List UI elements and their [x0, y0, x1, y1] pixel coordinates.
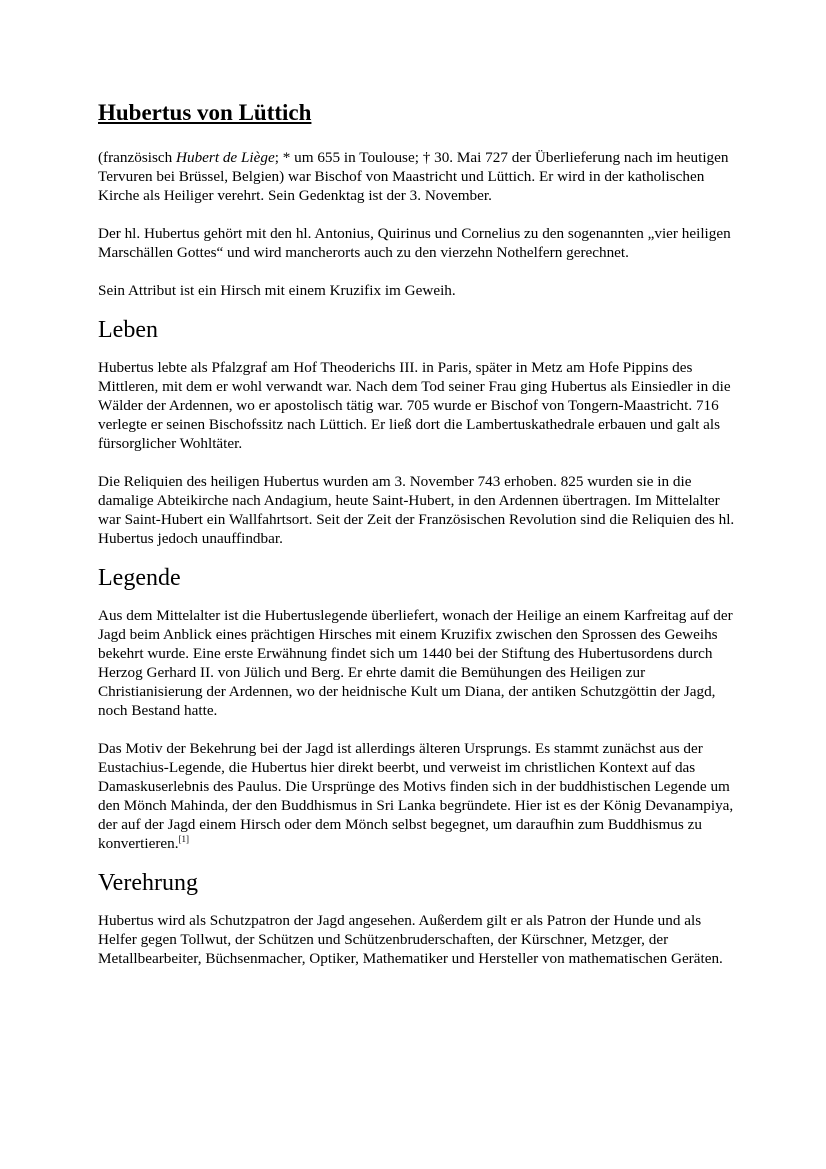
section-heading-verehrung: Verehrung — [98, 870, 198, 896]
legende-paragraph-2-text: Das Motiv der Bekehrung bei der Jagd ist allerdings älteren Ursprungs. Es stammt zunächst aus der Eustachius-Legende, die Hubertus hier direkt beerbt, und verweist im christlichen Kontext auf das Damaskuserlebnis des Paulus. Die Ursprünge des Motivs finden sich in der buddhistischen Legende um den Mönch Mahinda, der den Buddhismus in Sri Lanka begründete. Hier ist es der König Devanampiya, der auf der Jagd einem Hirsch oder dem Mönch selbst begegnet, um daraufhin zum Buddhismus zu konvertieren. — [98, 740, 734, 852]
page-title: Hubertus von Lüttich — [98, 100, 312, 125]
intro-french-name: Hubert de Liège — [176, 149, 275, 166]
intro-text-rest: ; * um 655 in Toulouse; † 30. Mai 727 der Überlieferung nach im heutigen Tervuren bei Brüssel, Belgien) war Bischof von Maastricht und Lüttich. Er wird in der katholischen Kirche als Heiliger verehrt. Sein Gedenktag ist der 3. November. — [98, 149, 729, 204]
verehrung-paragraph-1: Hubertus wird als Schutzpatron der Jagd angesehen. Außerdem gilt er als Patron der Hunde und als Helfer gegen Tollwut, der Schützen und Schützenbruderschaften, der Kürschner, Metzger, der Metallbearbeiter, Büchsenmacher, Optiker, Mathematiker und Hersteller von mathematischen Geräten. — [98, 912, 723, 967]
legende-paragraph-2 — [98, 739, 738, 853]
legende-paragraph-1: Aus dem Mittelalter ist die Hubertuslegende überliefert, wonach der Heilige an einem Karfreitag auf der Jagd beim Anblick eines prächtigen Hirsches mit einem Kruzifix zwischen den Sprossen des Geweihs bekehrt wurde. Eine erste Erwähnung findet sich um 1440 bei der Stiftung des Hubertusordens durch Herzog Gerhard II. von Jülich und Berg. Er ehrte damit die Bemühungen des Heiligen zur Christianisierung der Ardennen, wo der heidnische Kult um Diana, der antiken Schutzgöttin der Jagd, noch Bestand hatte. — [98, 607, 733, 719]
intro-paragraph — [98, 148, 738, 205]
intro-text-start: (französisch — [98, 149, 177, 166]
footnote-link[interactable]: [1] — [178, 834, 190, 844]
section-heading-leben: Leben — [98, 317, 158, 343]
document-page — [98, 98, 738, 987]
attribut-paragraph: Sein Attribut ist ein Hirsch mit einem Kruzifix im Geweih. — [98, 282, 456, 299]
section-heading-legende: Legende — [98, 565, 181, 591]
marschaelle-paragraph: Der hl. Hubertus gehört mit den hl. Antonius, Quirinus und Cornelius zu den sogenannten „vier heiligen Marschällen Gottes“ und wird mancherorts auch zu den vierzehn Nothelfern gerechnet. — [98, 225, 731, 261]
leben-paragraph-2: Die Reliquien des heiligen Hubertus wurden am 3. November 743 erhoben. 825 wurden sie in die damalige Abteikirche nach Andagium, heute Saint-Hubert, in den Ardennen übertragen. Im Mittelalter war Saint-Hubert ein Wallfahrtsort. Seit der Zeit der Französischen Revolution sind die Reliquien des hl. Hubertus jedoch unauffindbar. — [98, 473, 735, 547]
leben-paragraph-1: Hubertus lebte als Pfalzgraf am Hof Theoderichs III. in Paris, später in Metz am Hofe Pippins des Mittleren, mit dem er wohl verwandt war. Nach dem Tod seiner Frau ging Hubertus als Einsiedler in die Wälder der Ardennen, wo er apostolisch tätig war. 705 wurde er Bischof von Tongern-Maastricht. 716 verlegte er seinen Bischofssitz nach Lüttich. Er ließ dort die Lambertuskathedrale erbauen und galt als fürsorglicher Wohltäter. — [98, 359, 731, 452]
